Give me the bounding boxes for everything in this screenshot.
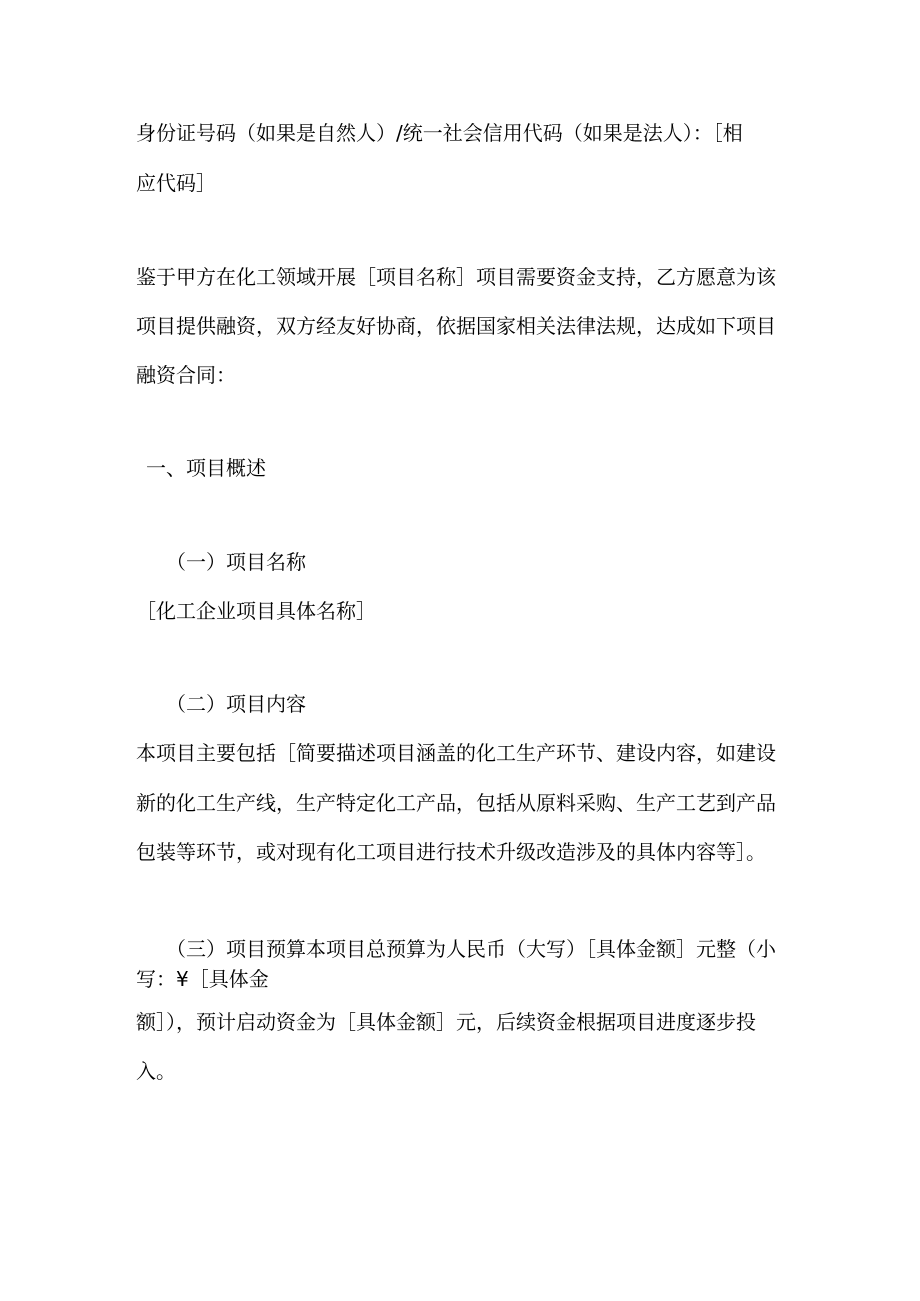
subsection-2-body-line-1: 本项目主要包括［简要描述项目涵盖的化工生产环节、建设内容，如建设	[136, 741, 776, 765]
subsection-2-heading: （二）项目内容	[166, 692, 306, 716]
subsection-1-body: ［化工企业项目具体名称］	[136, 599, 376, 623]
party-id-line-2: 应代码］	[136, 171, 216, 195]
subsection-3-line-3: 额］），预计启动资金为［具体金额］元，后续资金根据项目进度逐步投	[136, 1010, 756, 1034]
preamble-line-1: 鉴于甲方在化工领域开展［项目名称］项目需要资金支持，乙方愿意为该	[136, 265, 776, 289]
subsection-1-heading: （一）项目名称	[166, 550, 306, 574]
subsection-3-line-4: 入。	[136, 1059, 176, 1083]
preamble-line-3: 融资合同：	[136, 363, 236, 387]
section-1-heading: 一、项目概述	[146, 456, 266, 480]
subsection-2-body-line-3: 包装等环节，或对现有化工项目进行技术升级改造涉及的具体内容等］。	[136, 840, 766, 864]
party-id-line-1: 身份证号码（如果是自然人）/统一社会信用代码（如果是法人）：［相	[136, 121, 743, 145]
subsection-2-body-line-2: 新的化工生产线，生产特定化工产品，包括从原料采购、生产工艺到产品	[136, 791, 776, 815]
preamble-line-2: 项目提供融资，双方经友好协商，依据国家相关法律法规，达成如下项目	[136, 314, 776, 338]
subsection-3-line-2: 写：¥［具体金	[136, 967, 269, 991]
subsection-3-line-1: （三）项目预算本项目总预算为人民币（大写）［具体金额］元整（小	[166, 937, 776, 961]
